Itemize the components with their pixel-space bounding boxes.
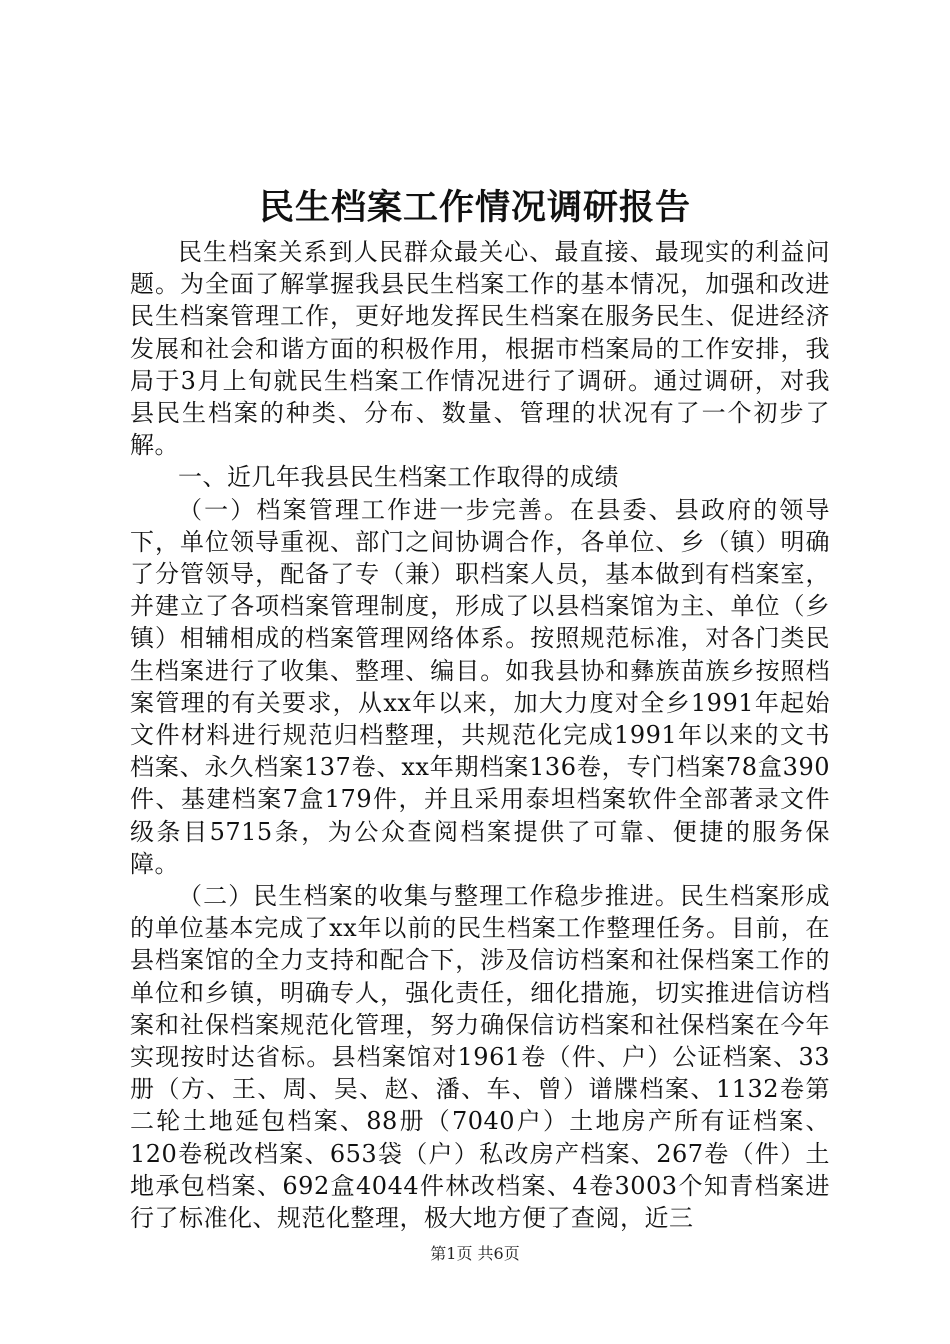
paragraph-collection-progress: （二）民生档案的收集与整理工作稳步推进。民生档案形成的单位基本完成了xx年以前的民生档案工作整理任务。目前，在县档案馆的全力支持和配合下，涉及信访档案和社保档案工作的单位和乡镇，明确专人，强化责任，细化措施，切实推进信访档案和社保档案规范化管理，努力确保信访档案和社保档案在今年实现按时达省标。县档案馆对1961卷（件、户）公证档案、33册（方、王、周、吴、赵、潘、车、曾）谱牒档案、1132卷第二轮土地延包档案、88册（7040户）土地房产所有证档案、120卷税改档案、653袋（户）私改房产档案、267卷（件）土地承包档案、692盒4044件林改档案、4卷3003个知青档案进行了标准化、规范化整理，极大地方便了查阅，近三	[130, 882, 830, 1233]
paragraph-archive-management: （一）档案管理工作进一步完善。在县委、县政府的领导下，单位领导重视、部门之间协调合作，各单位、乡（镇）明确了分管领导，配备了专（兼）职档案人员，基本做到有档案室，并建立了各项档案管理制度，形成了以县档案馆为主、单位（乡镇）相辅相成的档案管理网络体系。按照规范标准，对各门类民生档案进行了收集、整理、编目。如我县协和彝族苗族乡按照档案管理的有关要求，从xx年以来，加大力度对全乡1991年起始文件材料进行规范归档整理，共规范化完成1991年以来的文书档案、永久档案137卷、xx年期档案136卷，专门档案78盒390件、基建档案7盒179件，并且采用泰坦档案软件全部著录文件级条目5715条，为公众查阅档案提供了可靠、便捷的服务保障。	[130, 495, 830, 878]
document-title: 民生档案工作情况调研报告	[258, 187, 691, 228]
section-heading-achievements: 一、近几年我县民生档案工作取得的成绩	[178, 463, 619, 492]
document-body	[130, 236, 830, 1234]
paragraph-intro: 民生档案关系到人民群众最关心、最直接、最现实的利益问题。为全面了解掌握我县民生档案工作的基本情况，加强和改进民生档案管理工作，更好地发挥民生档案在服务民生、促进经济发展和社会和谐方面的积极作用，根据市档案局的工作安排，我局于3月上旬就民生档案工作情况进行了调研。通过调研，对我县民生档案的种类、分布、数量、管理的状况有了一个初步了解。	[130, 238, 830, 460]
page-footer: 第1页 共6页	[430, 1244, 520, 1263]
